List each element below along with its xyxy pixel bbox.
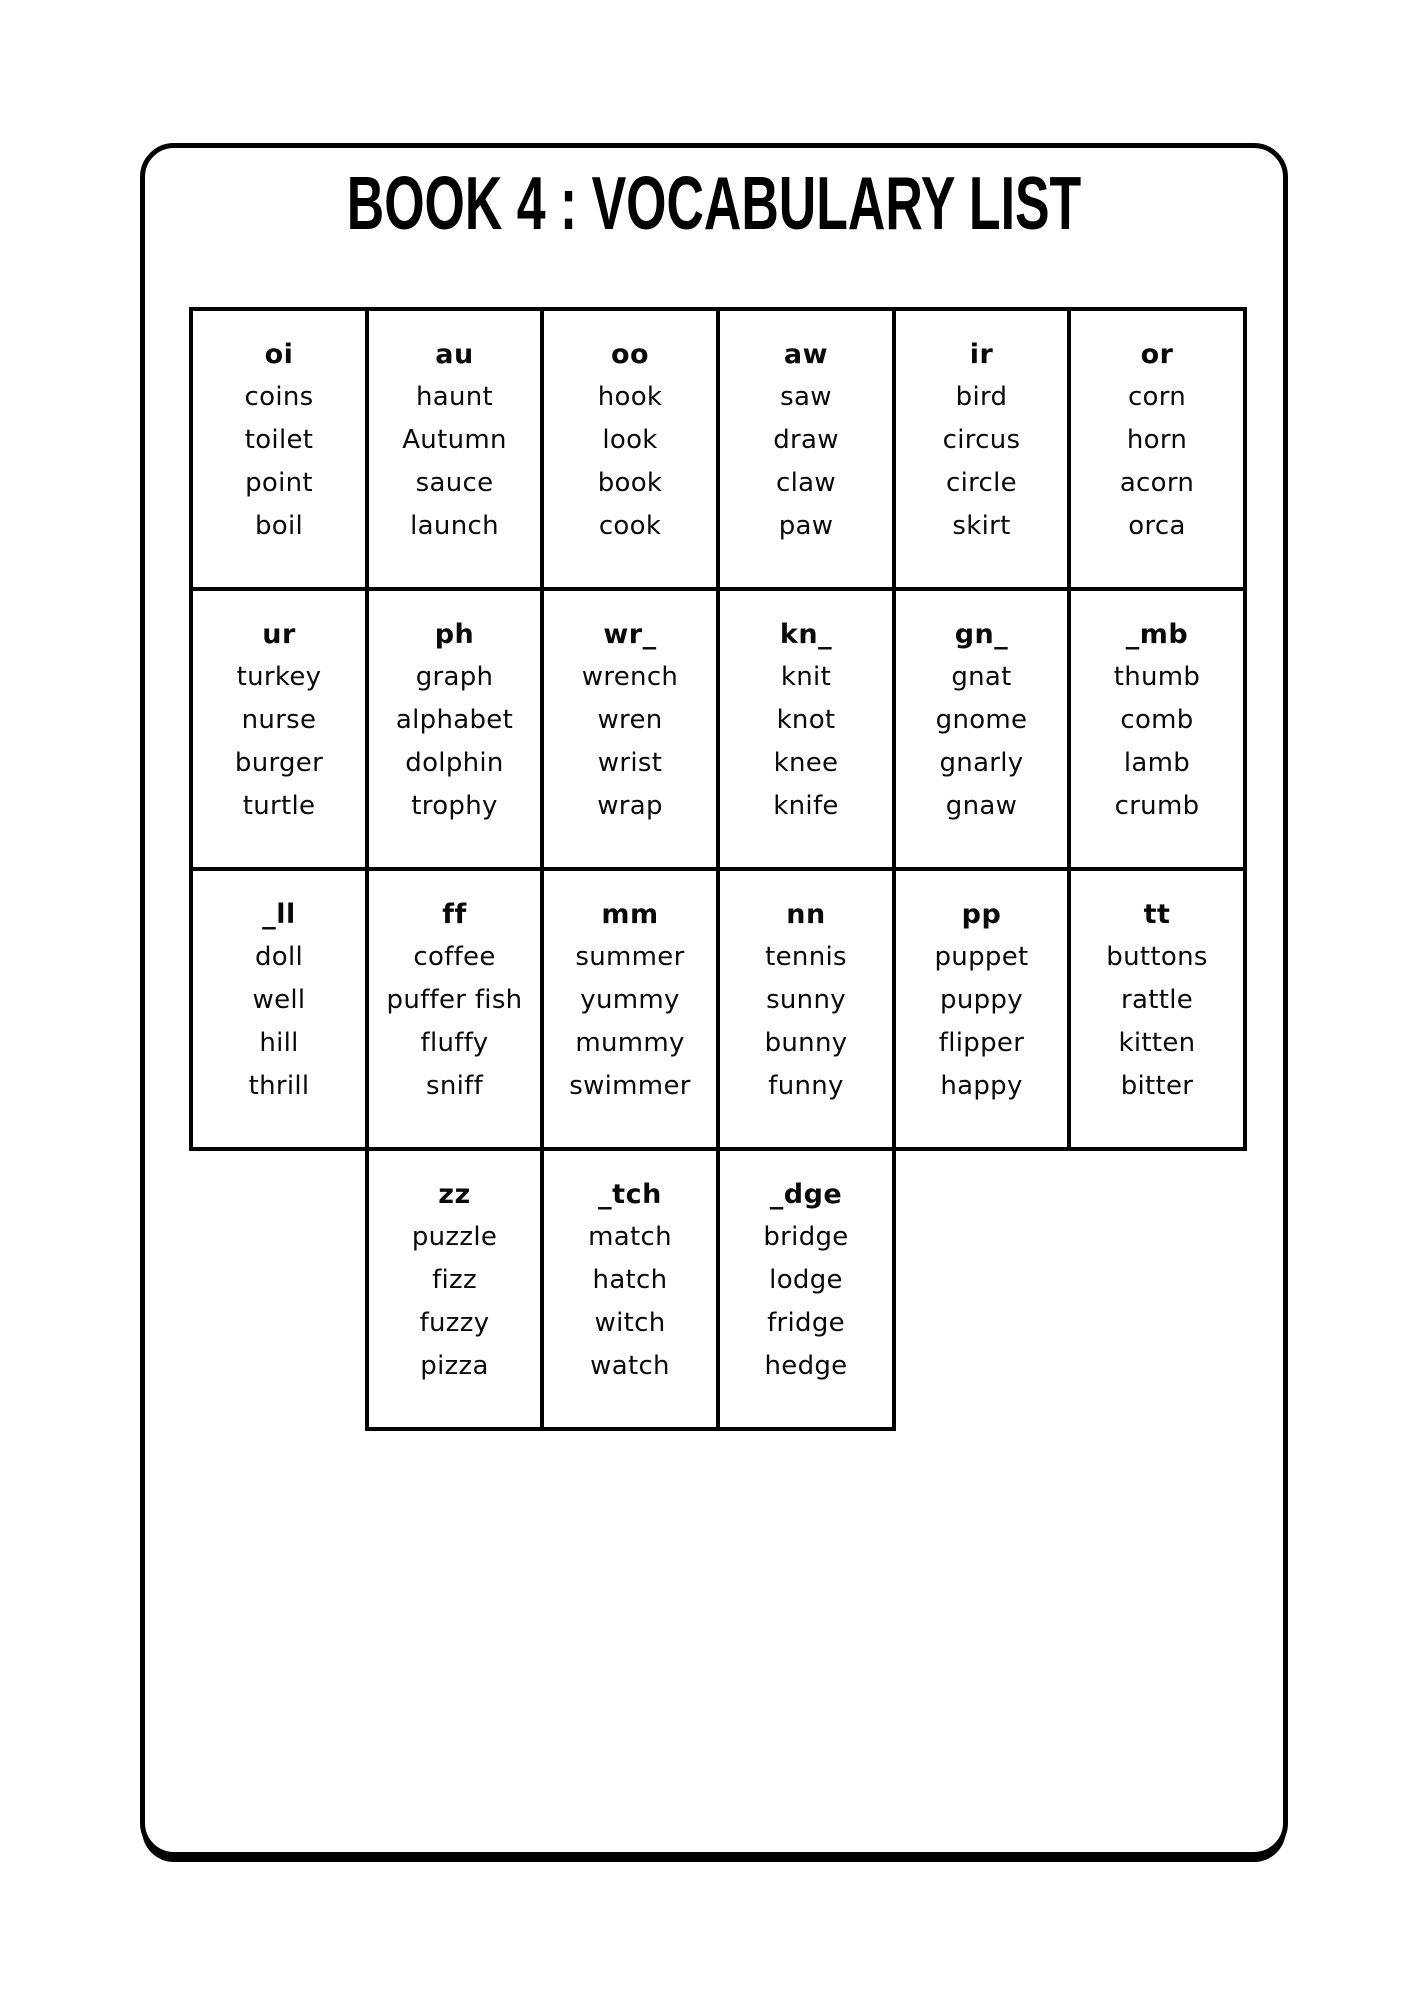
vocab-word: circus bbox=[942, 425, 1021, 455]
phonics-pattern-label: oi bbox=[264, 339, 294, 370]
vocab-word: saw bbox=[780, 382, 832, 412]
vocab-word: toilet bbox=[244, 425, 314, 455]
vocabulary-table bbox=[189, 307, 1247, 1431]
vocab-cell-ff bbox=[365, 867, 544, 1151]
vocab-word: knit bbox=[780, 662, 832, 692]
vocab-word: thumb bbox=[1113, 662, 1201, 692]
vocab-cell-zz bbox=[365, 1147, 544, 1431]
vocab-word: thrill bbox=[248, 1071, 310, 1101]
vocab-word: puffer fish bbox=[386, 985, 523, 1015]
vocab-word: bird bbox=[955, 382, 1008, 412]
phonics-pattern-label: mm bbox=[601, 899, 659, 930]
vocab-word: crumb bbox=[1114, 791, 1200, 821]
phonics-pattern-label: oo bbox=[610, 339, 650, 370]
vocab-word: buttons bbox=[1106, 942, 1208, 972]
vocab-cell-_tch bbox=[540, 1147, 720, 1431]
vocab-word: sunny bbox=[766, 985, 846, 1015]
vocab-word: hatch bbox=[592, 1265, 668, 1295]
vocab-word: doll bbox=[254, 942, 304, 972]
vocab-word: paw bbox=[778, 511, 834, 541]
vocab-word: tennis bbox=[765, 942, 847, 972]
vocab-word: haunt bbox=[415, 382, 494, 412]
vocab-cell-ir bbox=[892, 307, 1071, 591]
vocab-word: rattle bbox=[1120, 985, 1194, 1015]
vocab-word: funny bbox=[768, 1071, 844, 1101]
phonics-pattern-label: gn_ bbox=[954, 619, 1009, 650]
vocab-word: puzzle bbox=[411, 1222, 498, 1252]
phonics-pattern-label: ur bbox=[262, 619, 296, 650]
vocab-cell-oi bbox=[189, 307, 369, 591]
vocab-word: turtle bbox=[242, 791, 316, 821]
vocab-word: burger bbox=[234, 748, 324, 778]
vocab-word: watch bbox=[590, 1351, 670, 1381]
vocab-word: summer bbox=[575, 942, 685, 972]
vocab-cell-_mb bbox=[1067, 587, 1247, 871]
vocab-word: wren bbox=[597, 705, 663, 735]
vocab-word: dolphin bbox=[405, 748, 504, 778]
vocab-word: swimmer bbox=[569, 1071, 691, 1101]
vocab-word: bridge bbox=[763, 1222, 849, 1252]
vocab-word: flipper bbox=[938, 1028, 1025, 1058]
vocab-word: match bbox=[588, 1222, 672, 1252]
vocab-cell-_dge bbox=[716, 1147, 896, 1431]
phonics-pattern-label: _ll bbox=[262, 899, 296, 930]
phonics-pattern-label: _tch bbox=[598, 1179, 662, 1210]
vocab-cell-nn bbox=[716, 867, 896, 1151]
vocab-word: gnome bbox=[935, 705, 1028, 735]
vocab-word: hill bbox=[259, 1028, 299, 1058]
vocab-word: turkey bbox=[236, 662, 322, 692]
vocab-word: circle bbox=[946, 468, 1017, 498]
vocab-word: bunny bbox=[764, 1028, 848, 1058]
phonics-pattern-label: or bbox=[1140, 339, 1174, 370]
vocab-word: look bbox=[602, 425, 658, 455]
vocab-word: fridge bbox=[767, 1308, 845, 1338]
phonics-pattern-label: _dge bbox=[769, 1179, 843, 1210]
vocab-cell-ph bbox=[365, 587, 544, 871]
phonics-pattern-label: au bbox=[435, 339, 474, 370]
phonics-pattern-label: wr_ bbox=[603, 619, 657, 650]
vocab-word: kitten bbox=[1118, 1028, 1196, 1058]
vocab-word: coins bbox=[244, 382, 314, 412]
vocab-word: knife bbox=[773, 791, 839, 821]
vocab-word: yummy bbox=[580, 985, 680, 1015]
vocab-word: wrap bbox=[597, 791, 663, 821]
vocab-word: cook bbox=[598, 511, 662, 541]
phonics-pattern-label: pp bbox=[961, 899, 1002, 930]
worksheet-page bbox=[140, 143, 1288, 1857]
vocab-cell-wr_ bbox=[540, 587, 720, 871]
phonics-pattern-label: kn_ bbox=[779, 619, 833, 650]
phonics-pattern-label: nn bbox=[786, 899, 826, 930]
vocab-cell-aw bbox=[716, 307, 896, 591]
vocab-word: orca bbox=[1128, 511, 1186, 541]
vocab-word: bitter bbox=[1120, 1071, 1194, 1101]
vocab-word: puppy bbox=[940, 985, 1023, 1015]
vocab-word: sniff bbox=[425, 1071, 484, 1101]
vocab-word: hedge bbox=[764, 1351, 848, 1381]
phonics-pattern-label: _mb bbox=[1125, 619, 1189, 650]
vocab-word: pizza bbox=[420, 1351, 489, 1381]
vocab-word: graph bbox=[415, 662, 494, 692]
vocab-word: mummy bbox=[575, 1028, 685, 1058]
vocab-word: draw bbox=[773, 425, 839, 455]
vocab-cell-gn_ bbox=[892, 587, 1071, 871]
vocab-cell-oo bbox=[540, 307, 720, 591]
vocab-word: point bbox=[245, 468, 313, 498]
vocab-word: gnat bbox=[951, 662, 1012, 692]
vocab-word: Autumn bbox=[402, 425, 507, 455]
page-title: BOOK 4 : VOCABULARY LIST bbox=[346, 162, 1082, 246]
phonics-pattern-label: zz bbox=[438, 1179, 471, 1210]
vocab-cell-kn_ bbox=[716, 587, 896, 871]
vocab-word: claw bbox=[776, 468, 836, 498]
vocab-word: skirt bbox=[952, 511, 1011, 541]
vocab-word: gnarly bbox=[939, 748, 1024, 778]
vocab-cell-_ll bbox=[189, 867, 369, 1151]
vocab-word: horn bbox=[1126, 425, 1188, 455]
vocab-word: fizz bbox=[432, 1265, 477, 1295]
vocab-word: knot bbox=[776, 705, 836, 735]
phonics-pattern-label: tt bbox=[1143, 899, 1171, 930]
vocab-word: wrist bbox=[597, 748, 663, 778]
vocab-word: trophy bbox=[411, 791, 498, 821]
vocab-word: lamb bbox=[1123, 748, 1191, 778]
vocab-word: hook bbox=[597, 382, 663, 412]
vocab-word: nurse bbox=[241, 705, 317, 735]
vocab-word: wrench bbox=[581, 662, 679, 692]
vocab-word: launch bbox=[410, 511, 499, 541]
vocab-cell-au bbox=[365, 307, 544, 591]
vocab-word: fuzzy bbox=[419, 1308, 490, 1338]
vocab-word: puppet bbox=[934, 942, 1029, 972]
vocab-word: acorn bbox=[1119, 468, 1195, 498]
vocab-cell-or bbox=[1067, 307, 1247, 591]
phonics-pattern-label: ff bbox=[442, 899, 467, 930]
vocab-cell-pp bbox=[892, 867, 1071, 1151]
vocab-word: corn bbox=[1127, 382, 1187, 412]
vocab-cell-ur bbox=[189, 587, 369, 871]
vocab-word: coffee bbox=[413, 942, 496, 972]
vocab-word: sauce bbox=[415, 468, 494, 498]
vocab-word: alphabet bbox=[395, 705, 514, 735]
vocab-word: book bbox=[597, 468, 663, 498]
vocab-word: lodge bbox=[769, 1265, 843, 1295]
vocab-word: gnaw bbox=[945, 791, 1018, 821]
vocab-word: knee bbox=[773, 748, 839, 778]
vocab-word: boil bbox=[254, 511, 304, 541]
vocab-cell-mm bbox=[540, 867, 720, 1151]
vocab-word: witch bbox=[594, 1308, 666, 1338]
vocab-word: fluffy bbox=[420, 1028, 489, 1058]
phonics-pattern-label: ir bbox=[969, 339, 994, 370]
phonics-pattern-label: aw bbox=[783, 339, 829, 370]
vocab-word: happy bbox=[940, 1071, 1023, 1101]
phonics-pattern-label: ph bbox=[434, 619, 475, 650]
vocab-cell-tt bbox=[1067, 867, 1247, 1151]
vocab-word: well bbox=[252, 985, 306, 1015]
vocab-word: comb bbox=[1120, 705, 1194, 735]
